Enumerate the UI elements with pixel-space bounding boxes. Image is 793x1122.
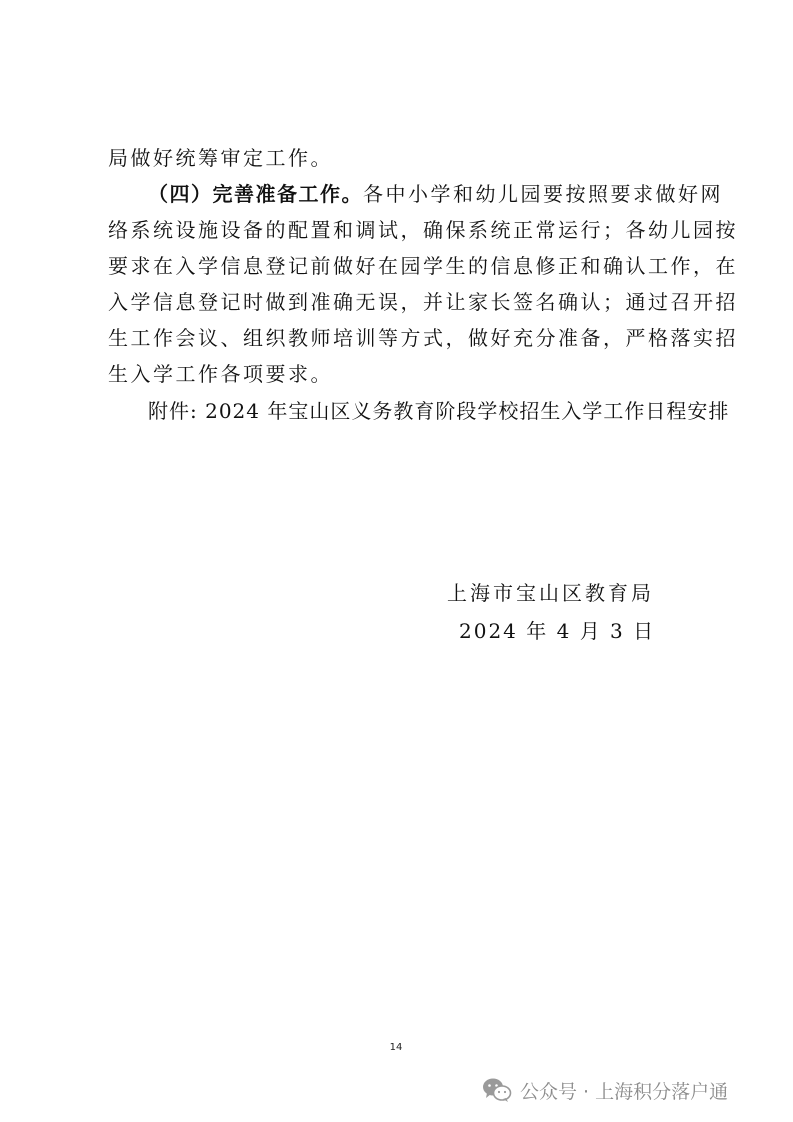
paragraph-line-text: 各中小学和幼儿园要按照要求做好网	[363, 182, 723, 206]
wechat-icon	[482, 1077, 512, 1103]
signature-date: 2024 年 4 月 3 日	[459, 619, 656, 643]
paragraph-line: 生工作会议、组织教师培训等方式，做好充分准备，严格落实招	[108, 326, 738, 350]
section-heading: （四）完善准备工作。	[148, 182, 363, 206]
paragraph-line: 入学信息登记时做到准确无误，并让家长签名确认；通过召开招	[108, 290, 738, 314]
paragraph-line: 要求在入学信息登记前做好在园学生的信息修正和确认工作，在	[108, 254, 738, 278]
paragraph-line-section-four	[148, 180, 723, 208]
paragraph-line-continuation: 局做好统筹审定工作。	[108, 146, 333, 170]
wechat-watermark	[482, 1076, 728, 1104]
page-number: 14	[389, 1042, 403, 1053]
watermark-text: 公众号 · 上海积分落户通	[520, 1080, 729, 1103]
paragraph-line: 生入学工作各项要求。	[108, 362, 333, 386]
attachment-line: 附件: 2024 年宝山区义务教育阶段学校招生入学工作日程安排	[148, 399, 730, 423]
signature-organization: 上海市宝山区教育局	[447, 581, 654, 605]
paragraph-line: 络系统设施设备的配置和调试，确保系统正常运行；各幼儿园按	[108, 218, 738, 242]
